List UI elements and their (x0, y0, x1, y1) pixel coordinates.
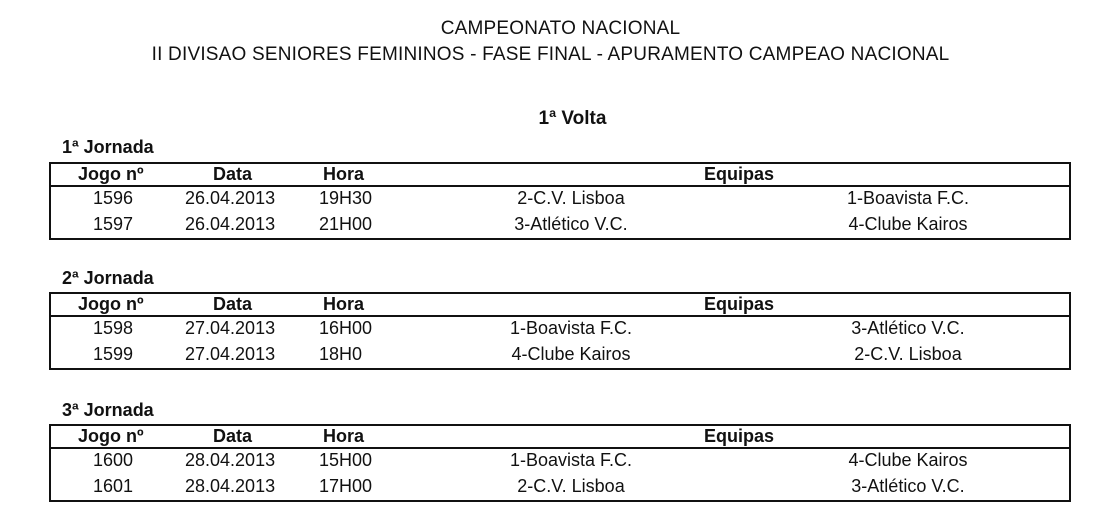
table-header (51, 426, 1069, 449)
home-team: 2-C.V. Lisboa (517, 188, 625, 208)
col-equipas-header: Equipas (704, 426, 775, 446)
jornada-1-table (49, 162, 1071, 240)
game-time: 19H30 (319, 188, 373, 208)
document-title: CAMPEONATO NACIONAL (440, 18, 681, 39)
document-subtitle: II DIVISAO SENIORES FEMININOS - FASE FINAL - APURAMENTO CAMPEAO NACIONAL (151, 44, 950, 65)
jornada-2-table (49, 292, 1071, 370)
col-hora-header: Hora (323, 426, 365, 446)
table-header (51, 164, 1069, 187)
col-hora-header: Hora (323, 164, 365, 184)
col-hora-header: Hora (323, 294, 365, 314)
game-number: 1598 (93, 318, 134, 338)
game-time: 15H00 (319, 450, 373, 470)
table-row (51, 476, 1069, 501)
jornada-3-heading: 3ª Jornada (62, 400, 154, 420)
game-date: 27.04.2013 (185, 344, 276, 364)
game-number: 1601 (93, 476, 134, 496)
table-row (51, 450, 1069, 475)
away-team: 4-Clube Kairos (848, 214, 968, 234)
col-jogo-header: Jogo nº (78, 426, 144, 446)
col-equipas-header: Equipas (704, 294, 775, 314)
col-equipas-header: Equipas (704, 164, 775, 184)
home-team: 1-Boavista F.C. (509, 318, 633, 338)
away-team: 3-Atlético V.C. (851, 318, 965, 338)
game-time: 16H00 (319, 318, 373, 338)
table-row (51, 318, 1069, 343)
col-data-header: Data (213, 426, 253, 446)
jornada-1-heading: 1ª Jornada (62, 137, 154, 157)
away-team: 2-C.V. Lisboa (854, 344, 962, 364)
jornada-3-table (49, 424, 1071, 502)
game-date: 26.04.2013 (185, 214, 276, 234)
away-team: 1-Boavista F.C. (846, 188, 970, 208)
home-team: 2-C.V. Lisboa (517, 476, 625, 496)
col-data-header: Data (213, 294, 253, 314)
away-team: 4-Clube Kairos (848, 450, 968, 470)
table-row (51, 214, 1069, 239)
game-date: 26.04.2013 (185, 188, 276, 208)
game-time: 18H0 (319, 344, 363, 364)
game-number: 1596 (93, 188, 134, 208)
col-jogo-header: Jogo nº (78, 164, 144, 184)
game-time: 21H00 (319, 214, 373, 234)
home-team: 3-Atlético V.C. (514, 214, 628, 234)
game-date: 27.04.2013 (185, 318, 276, 338)
table-header (51, 294, 1069, 317)
game-number: 1599 (93, 344, 134, 364)
jornada-2-heading: 2ª Jornada (62, 268, 154, 288)
away-team: 3-Atlético V.C. (851, 476, 965, 496)
game-date: 28.04.2013 (185, 476, 276, 496)
volta-heading: 1ª Volta (538, 108, 607, 129)
home-team: 4-Clube Kairos (511, 344, 631, 364)
game-number: 1597 (93, 214, 134, 234)
table-row (51, 344, 1069, 369)
game-date: 28.04.2013 (185, 450, 276, 470)
col-data-header: Data (213, 164, 253, 184)
table-row (51, 188, 1069, 213)
game-time: 17H00 (319, 476, 373, 496)
game-number: 1600 (93, 450, 134, 470)
col-jogo-header: Jogo nº (78, 294, 144, 314)
home-team: 1-Boavista F.C. (509, 450, 633, 470)
